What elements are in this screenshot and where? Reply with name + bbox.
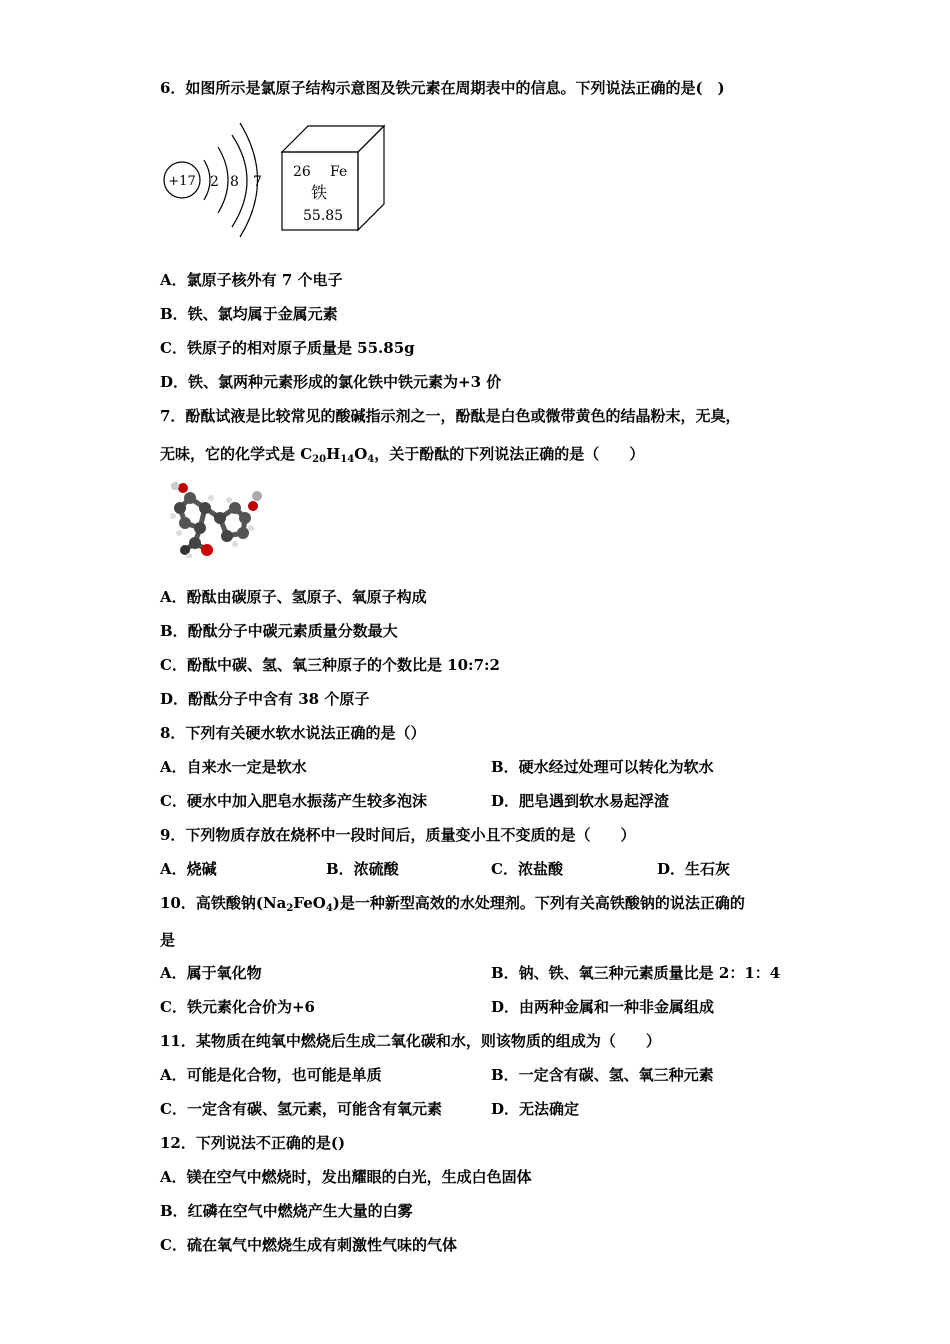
q7-option-b: B．酚酞分子中碳元素质量分数最大 <box>160 622 398 640</box>
q10-option-c: C．铁元素化合价为+6 <box>160 998 315 1016</box>
q8-option-a: A．自来水一定是软水 <box>160 758 307 776</box>
atomic-number: 26 <box>293 164 311 180</box>
q9-option-c: C．浓盐酸 <box>491 860 563 878</box>
q12-option-c: C．硫在氧气中燃烧生成有刺激性气味的气体 <box>160 1236 457 1254</box>
q11-option-a: A．可能是化合物，也可能是单质 <box>160 1066 382 1084</box>
q6-option-b: B．铁、氯均属于金属元素 <box>160 305 338 323</box>
element-symbol: Fe <box>330 164 348 180</box>
shell-3-count: 7 <box>253 174 262 190</box>
q8-option-b: B．硬水经过处理可以转化为软水 <box>491 758 714 776</box>
q11-option-d: D．无法确定 <box>491 1100 580 1118</box>
q7-stem-line1: 7．酚酞试液是比较常见的酸碱指示剂之一，酚酞是白色或微带黄色的结晶粉末，无臭， <box>160 407 741 425</box>
q10-option-d: D．由两种金属和一种非金属组成 <box>491 998 715 1016</box>
q9-option-a: A．烧碱 <box>160 860 217 878</box>
q9-option-b: B．浓硫酸 <box>326 860 399 878</box>
q8-option-c: C．硬水中加入肥皂水振荡产生较多泡沫 <box>160 792 427 810</box>
q11-option-c: C．一定含有碳、氢元素，可能含有氧元素 <box>160 1100 442 1118</box>
q10-option-b: B．钠、铁、氧三种元素质量比是 2：1：4 <box>491 964 781 982</box>
q10-stem-line1: 10．高铁酸钠$(Na_2FeO_4)$是一种新型高效的水处理剂。下列有关高铁酸钠的说法正确的 <box>160 894 745 914</box>
q7-option-a: A．酚酞由碳原子、氢原子、氧原子构成 <box>160 588 427 606</box>
q10-stem-line2: 是 <box>160 931 176 949</box>
q12-stem: 12．下列说法不正确的是() <box>160 1134 346 1152</box>
q8-option-d: D．肥皂遇到软水易起浮渣 <box>491 792 670 810</box>
shell-1-count: 2 <box>210 174 219 190</box>
q12-option-a: A．镁在空气中燃烧时，发出耀眼的白光，生成白色固体 <box>160 1168 532 1186</box>
q8-stem: 8．下列有关硬水软水说法正确的是（） <box>160 724 426 742</box>
q6-stem: 6．如图所示是氯原子结构示意图及铁元素在周期表中的信息。下列说法正确的是( ) <box>160 79 725 97</box>
q7-option-d: D．酚酞分子中含有 38 个原子 <box>160 690 370 708</box>
phenolphthalein-molecule-model <box>165 478 265 558</box>
q6-option-a: A．氯原子核外有 7 个电子 <box>160 271 343 289</box>
q9-option-d: D．生石灰 <box>657 860 731 878</box>
atomic-mass: 55.85 <box>303 208 344 224</box>
nucleus-charge: +17 <box>168 174 196 189</box>
element-name: 铁 <box>311 183 328 202</box>
q6-option-c: C．铁原子的相对原子质量是 55.85g <box>160 339 415 357</box>
q12-option-b: B．红磷在空气中燃烧产生大量的白雾 <box>160 1202 413 1220</box>
q7-stem-line2: 无味，它的化学式是 $C_{20}H_{14}O_4$，关于酚酞的下列说法正确的是（ ） <box>160 445 645 465</box>
shell-2-count: 8 <box>230 174 239 190</box>
chlorine-atom-diagram <box>160 115 270 240</box>
q10-option-a: A．属于氧化物 <box>160 964 262 982</box>
iron-element-cell <box>278 122 388 234</box>
q11-option-b: B．一定含有碳、氢、氧三种元素 <box>491 1066 714 1084</box>
q11-stem: 11．某物质在纯氧中燃烧后生成二氧化碳和水，则该物质的组成为（ ） <box>160 1032 661 1050</box>
q6-option-d: D．铁、氯两种元素形成的氯化铁中铁元素为+3 价 <box>160 373 502 391</box>
q7-option-c: C．酚酞中碳、氢、氧三种原子的个数比是 10:7:2 <box>160 656 500 674</box>
q9-stem: 9．下列物质存放在烧杯中一段时间后，质量变小且不变质的是（ ） <box>160 826 636 844</box>
